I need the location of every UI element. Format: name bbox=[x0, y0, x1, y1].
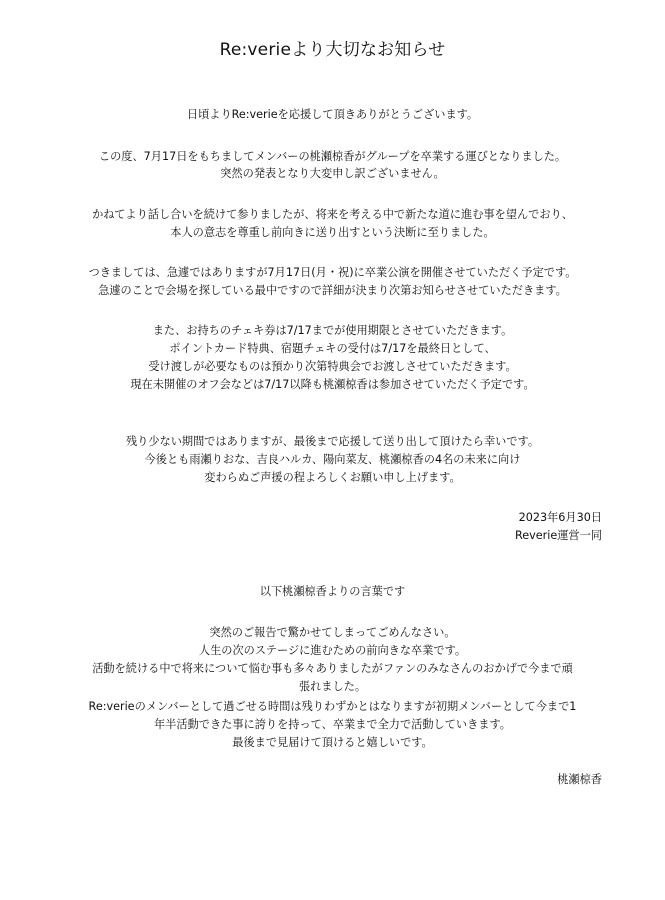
member-message-line-3: 活動を続ける中で将来について悩む事も多々ありましたがファンのみなさんのおかげで今まで頑 bbox=[92, 662, 573, 675]
member-message-line-1: 突然のご報告で驚かせてしまってごめんなさい。 bbox=[209, 626, 456, 639]
paragraph-5-line-3: 受け渡しが必要なものは預かり次第特典会でお渡しさせていただきます。 bbox=[148, 360, 517, 373]
member-message-intro: 以下桃瀬椋香よりの言葉です bbox=[259, 585, 406, 598]
paragraph-4-line-2: 急遽のことで会場を探している最中ですので詳細が決まり次第お知らせさせていただきます。 bbox=[98, 284, 567, 297]
member-message-line-7: 最後まで見届けて頂けると嬉しいです。 bbox=[232, 736, 433, 749]
announcement-date: 2023年6月30日 bbox=[518, 511, 602, 524]
member-signature: 桃瀬椋香 bbox=[557, 773, 602, 786]
announcement-signature: Reverie運営一同 bbox=[515, 529, 602, 542]
paragraph-5-line-1: また、お持ちのチェキ券は7/17までが使用期限とさせていただきます。 bbox=[152, 324, 513, 337]
paragraph-2-line-1: この度、7月17日をもちましてメンバーの桃瀬椋香がグループを卒業する運びとなりました。 bbox=[98, 150, 567, 163]
paragraph-4-line-1: つきましては、急遽ではありますが7月17日(月・祝)に卒業公演を開催させていただく予定です。 bbox=[88, 266, 577, 279]
member-message-line-5: Re:verieのメンバーとして過ごせる時間は残りわずかとはなりますが初期メンバーとして今まで1 bbox=[88, 700, 577, 713]
member-message-line-2: 人生の次のステージに進むための前向きな卒業です。 bbox=[198, 644, 467, 657]
paragraph-5-line-4: 現在未開催のオフ会などは7/17以降も桃瀬椋香は参加させていただく予定です。 bbox=[130, 378, 535, 391]
paragraph-3-line-1: かねてより話し合いを続けて参りましたが、将来を考える中で新たな道に進む事を望んでおり、 bbox=[92, 208, 573, 221]
paragraph-6-line-1: 残り少ない期間ではありますが、最後まで応援して送り出して頂けたら幸いです。 bbox=[125, 435, 540, 448]
paragraph-6-line-3: 変わらぬご声援の程よろしくお願い申し上げます。 bbox=[204, 471, 461, 484]
announcement-title: Re:verieより大切なお知らせ bbox=[219, 40, 446, 60]
paragraph-3-line-2: 本人の意志を尊重し前向きに送り出すという決断に至りました。 bbox=[170, 226, 495, 239]
member-message-line-6: 年半活動できた事に誇りを持って、卒業まで全力で活動していきます。 bbox=[154, 718, 511, 731]
paragraph-2-line-2: 突然の発表となり大変申し訳ございません。 bbox=[220, 167, 445, 180]
paragraph-5-line-2: ポイントカード特典、宿題チェキの受付は7/17を最終日として、 bbox=[169, 342, 496, 355]
member-message-line-4: 張れました。 bbox=[298, 680, 367, 693]
paragraph-6-line-2: 今後とも雨瀬りおな、吉良ハルカ、陽向菜友、桃瀬椋香の4名の未来に向け bbox=[144, 453, 521, 466]
paragraph-1-line-1: 日頃よりRe:verieを応援して頂きありがとうございます。 bbox=[186, 108, 479, 121]
